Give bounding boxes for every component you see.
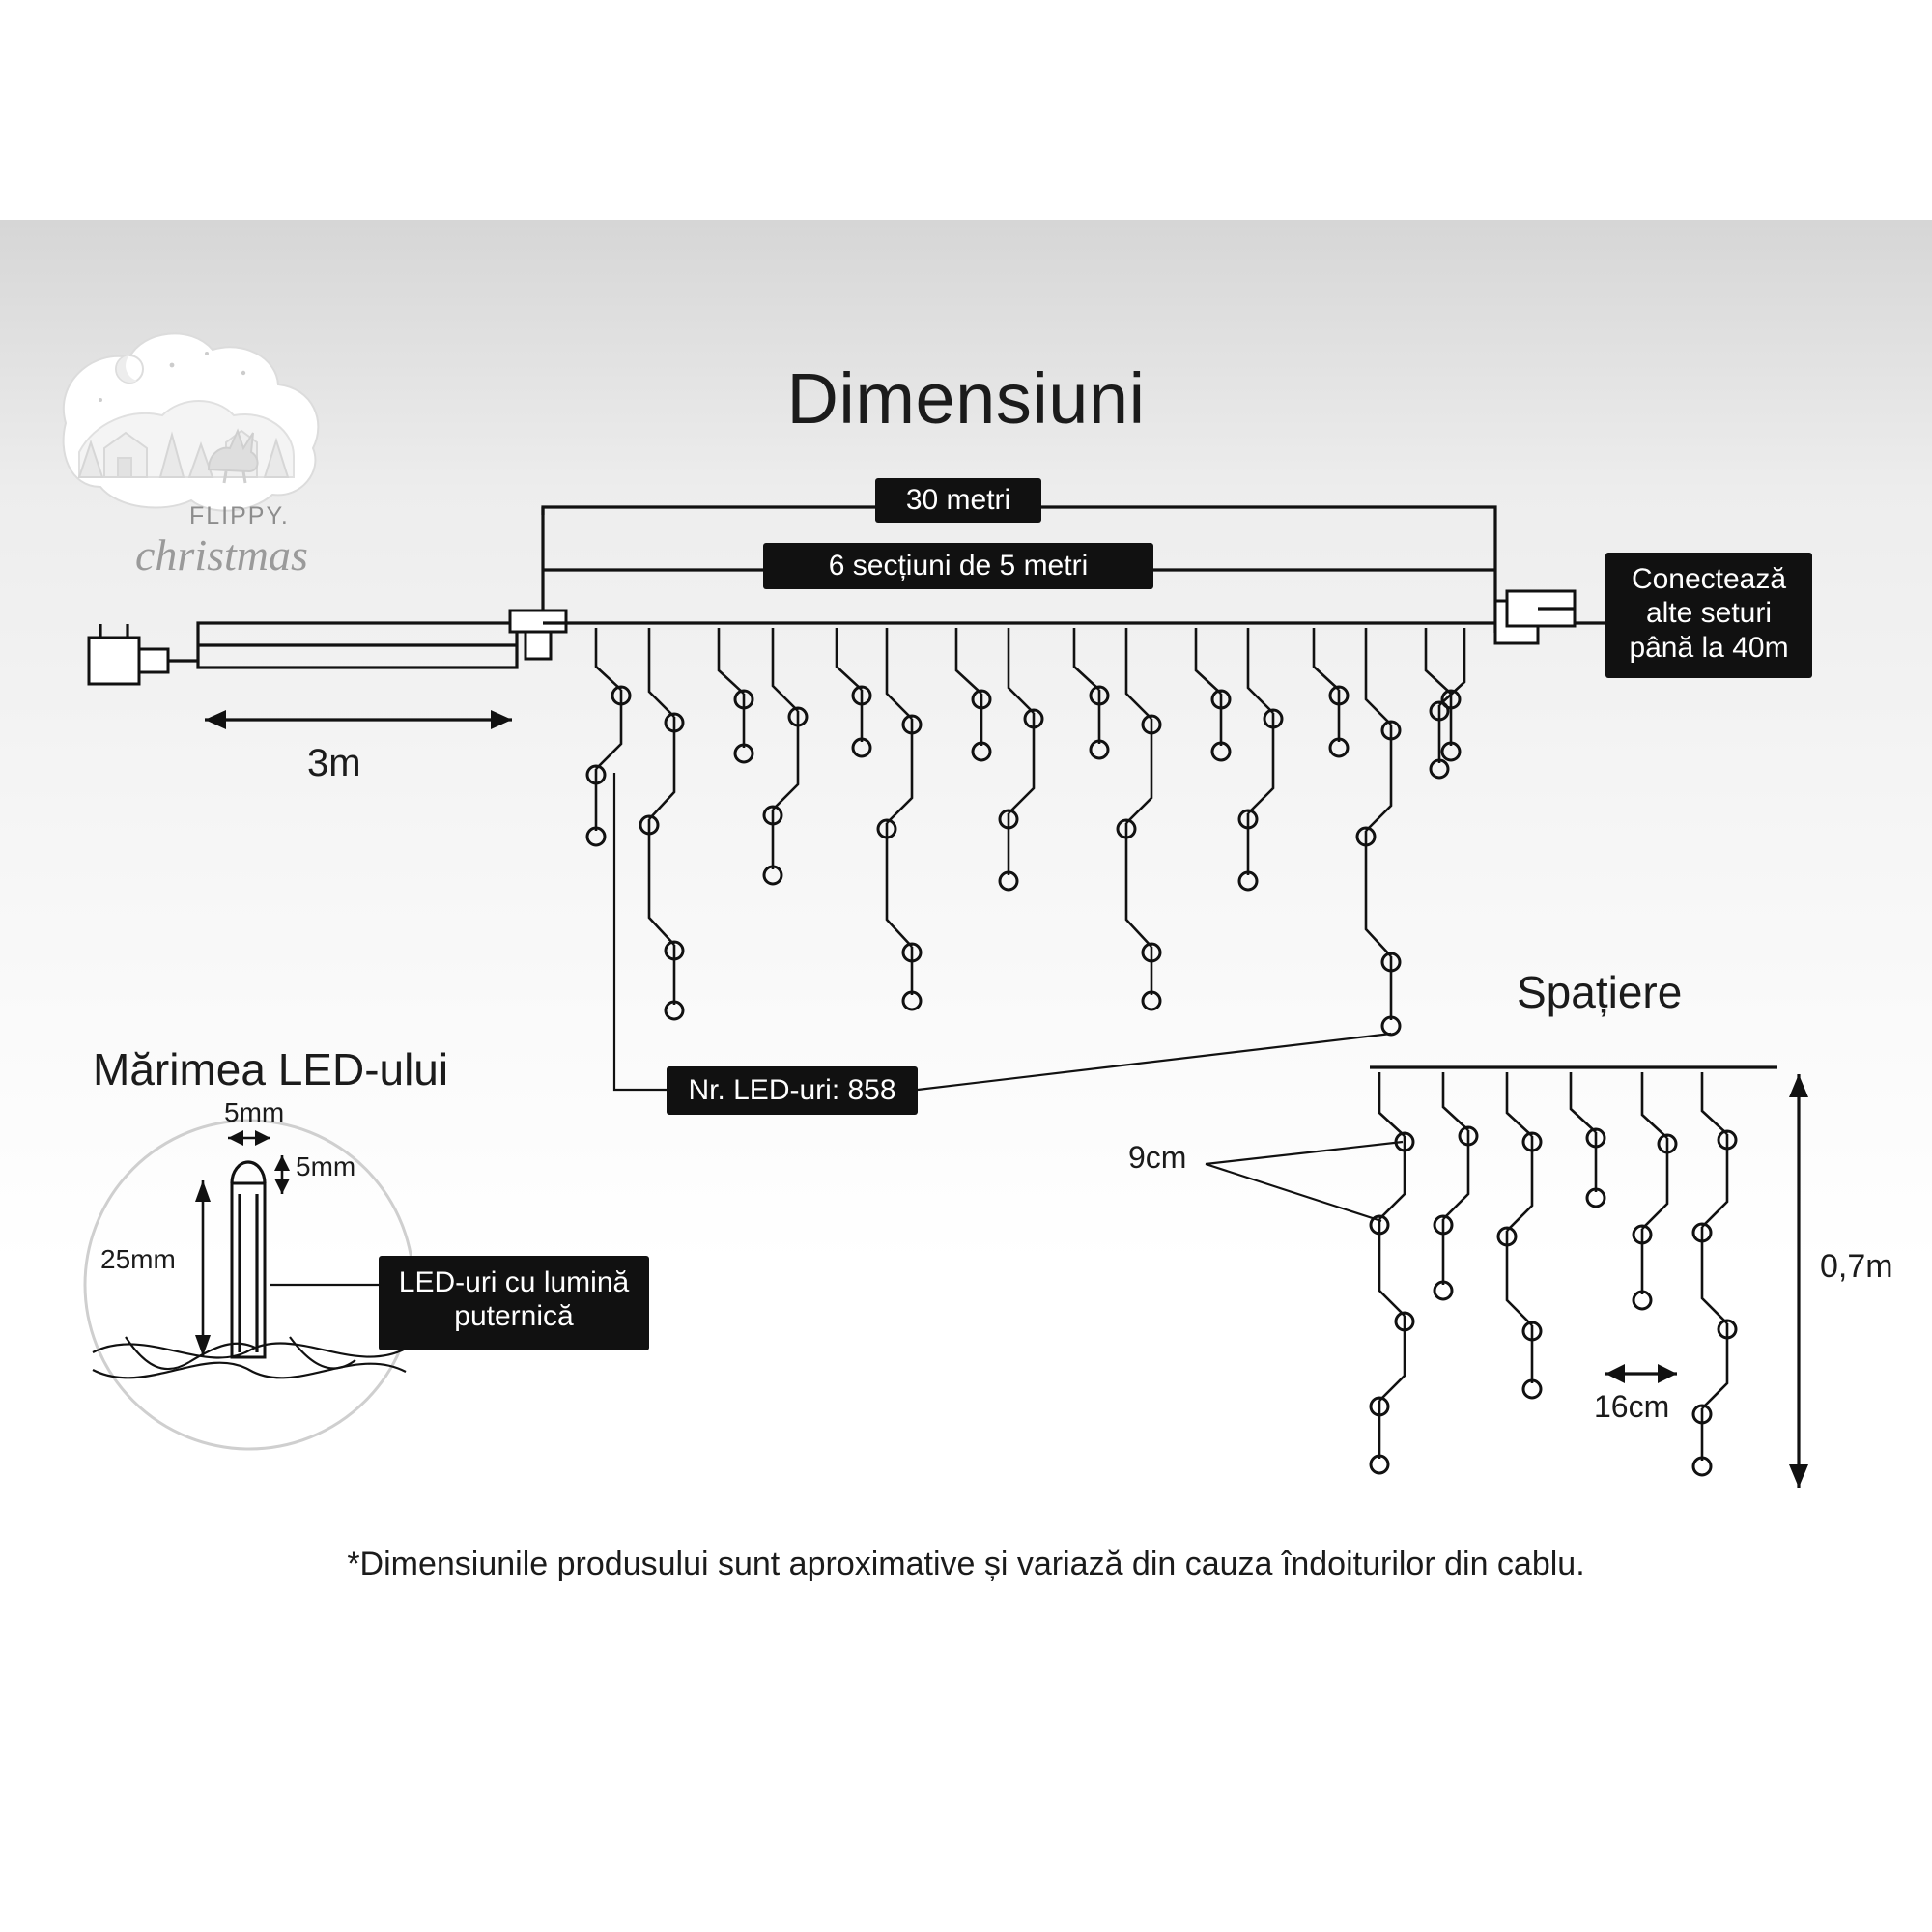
led-head-height-label: 5mm (296, 1151, 356, 1181)
led-width-label: 5mm (224, 1097, 285, 1127)
brand-name-top: FLIPPY. (189, 502, 290, 529)
led-count-tag: Nr. LED-uri: 858 (667, 1066, 918, 1115)
spacing-drop-label: 9cm (1128, 1140, 1187, 1175)
power-plug-icon (89, 624, 198, 684)
footnote: *Dimensiunile produsului sunt aproximative și variază din cauza îndoiturilor din cablu. (347, 1546, 1585, 1582)
spacing-horizontal-label: 16cm (1594, 1389, 1670, 1424)
lead-cable-dimension (205, 710, 512, 729)
spacing-diagram (1206, 1067, 1808, 1488)
icicle-strands (587, 628, 1464, 1035)
left-connector (510, 611, 566, 659)
connect-note-tag: Conectează alte seturi până la 40m (1605, 553, 1812, 678)
right-connector (1495, 591, 1575, 643)
brand-name-bottom: christmas (135, 530, 308, 580)
led-total-height-label: 25mm (100, 1244, 176, 1274)
total-length-tag: 30 metri (875, 478, 1041, 523)
lead-cable-label: 3m (307, 742, 361, 784)
curtain-height-label: 0,7m (1820, 1248, 1893, 1285)
spacing-heading: Spațiere (1517, 967, 1683, 1017)
page-title: Dimensiuni (786, 358, 1146, 439)
led-size-heading: Mărimea LED-ului (93, 1044, 449, 1094)
led-note-tag: LED-uri cu lumină puternică (379, 1256, 649, 1350)
led-size-diagram (85, 1121, 413, 1449)
sections-tag: 6 secțiuni de 5 metri (763, 543, 1153, 589)
